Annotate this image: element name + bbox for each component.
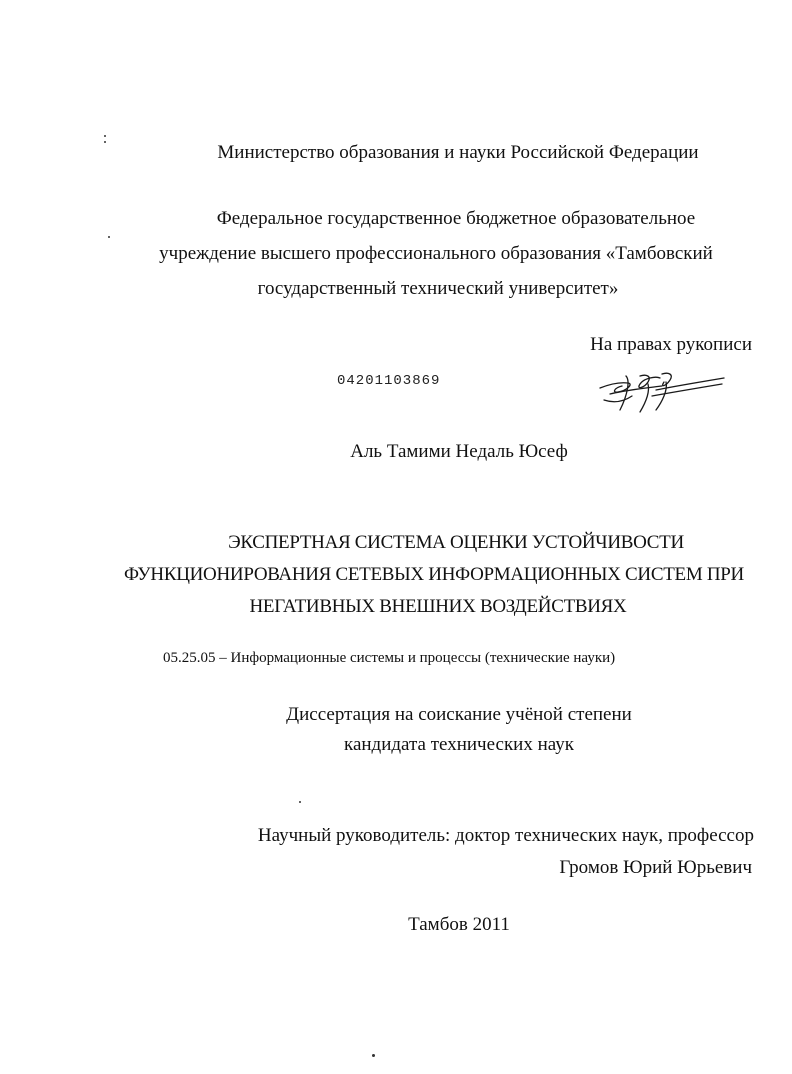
organization-line-2: учреждение высшего профессионального образования «Тамбовский xyxy=(159,243,713,264)
organization-line-1: Федеральное государственное бюджетное образовательное xyxy=(216,208,696,229)
supervisor-name: Громов Юрий Юрьевич xyxy=(559,857,752,878)
scan-speck xyxy=(108,236,110,238)
organization-line-3: государственный технический университет» xyxy=(257,278,619,299)
degree-line-2: кандидата технических наук xyxy=(344,734,574,755)
scan-speck xyxy=(299,801,301,803)
scan-speck xyxy=(104,135,106,137)
city-year: Тамбов 2011 xyxy=(408,914,510,935)
dissertation-title-line-3: НЕГАТИВНЫХ ВНЕШНИХ ВОЗДЕЙСТВИЯХ xyxy=(249,596,627,617)
scan-speck xyxy=(372,1054,375,1057)
ministry-heading: Министерство образования и науки Российской Федерации xyxy=(217,142,699,163)
manuscript-note: На правах рукописи xyxy=(590,334,752,355)
dissertation-title-line-1: ЭКСПЕРТНАЯ СИСТЕМА ОЦЕНКИ УСТОЙЧИВОСТИ xyxy=(228,532,684,553)
dissertation-title-line-2: ФУНКЦИОНИРОВАНИЯ СЕТЕВЫХ ИНФОРМАЦИОННЫХ СИСТЕМ ПРИ xyxy=(124,564,744,585)
registration-code: 04201103869 xyxy=(337,373,441,389)
specialty-code: 05.25.05 – Информационные системы и процессы (технические науки) xyxy=(163,650,616,666)
degree-line-1: Диссертация на соискание учёной степени xyxy=(286,704,632,725)
author-name: Аль Тамими Недаль Юсеф xyxy=(350,441,568,462)
supervisor-title: Научный руководитель: доктор технических наук, профессор xyxy=(257,825,754,846)
signature xyxy=(596,364,726,416)
